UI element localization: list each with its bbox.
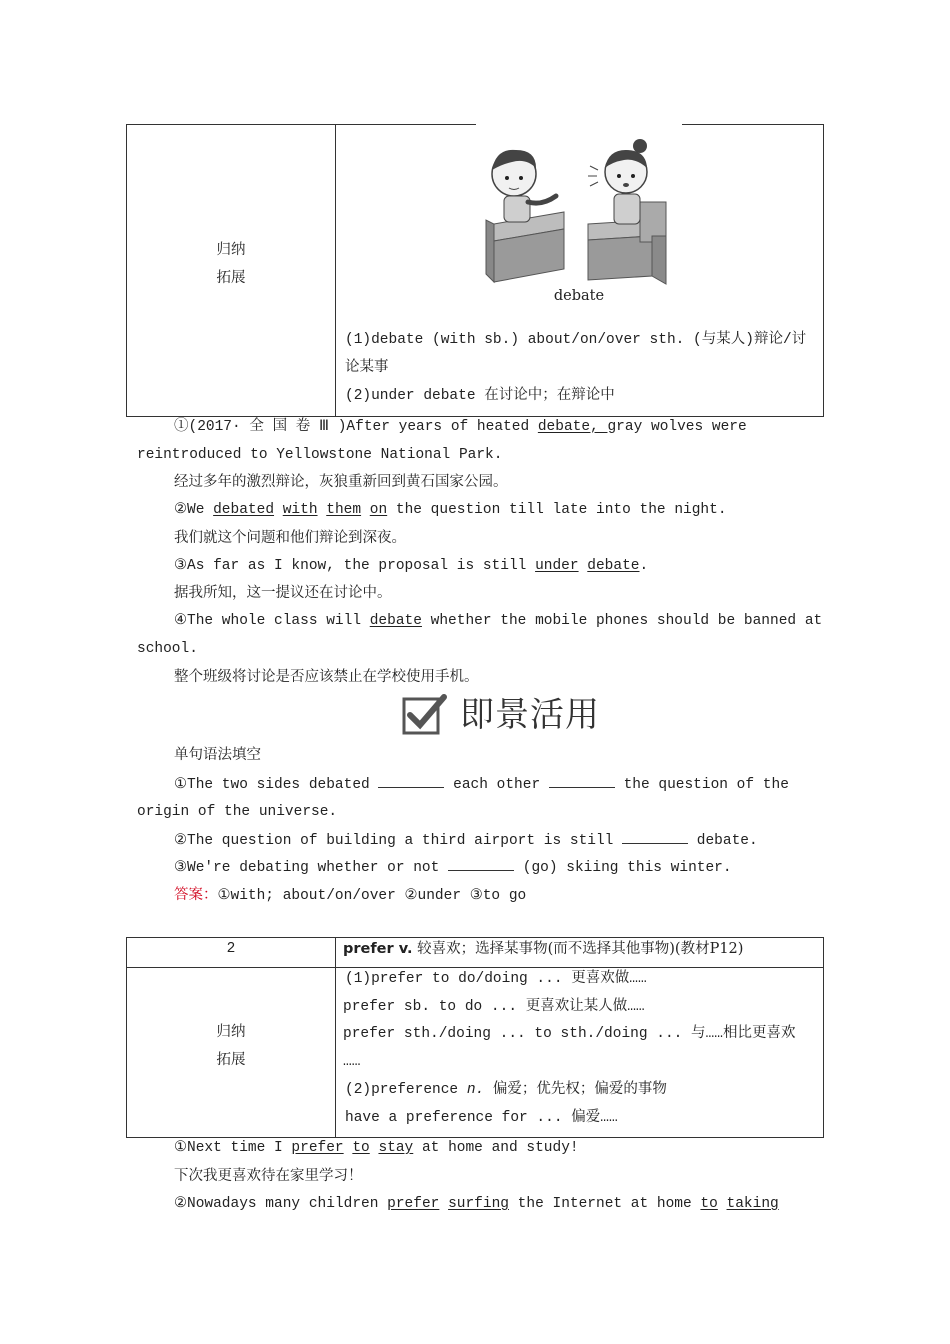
- prefer-example-1: ①Next time I prefer to stay at home and study!: [174, 1140, 579, 1156]
- table2-line-3: prefer sth./doing ... to sth./doing ... 与……相比更喜欢: [343, 1026, 796, 1042]
- label-line-2: 拓展: [216, 270, 246, 286]
- entry-number: 2: [226, 941, 236, 957]
- label-line-1: 归纳: [216, 242, 246, 258]
- prefer-example-2: ②Nowadays many children prefer surfing the Internet at home to taking: [174, 1196, 779, 1212]
- blank-4[interactable]: [448, 858, 514, 871]
- example-2: ②We debated with them on the question till late into the night.: [174, 502, 727, 518]
- exercise-title: 单句语法填空: [174, 747, 261, 763]
- answer-text: ①with; about/on/over ②under ③to go: [217, 888, 527, 904]
- table2-line-2: prefer sb. to do ... 更喜欢让某人做……: [343, 999, 645, 1015]
- question-2: ②The question of building a third airport is still debate.: [174, 833, 758, 849]
- blank-1[interactable]: [378, 775, 444, 788]
- answer-label: 答案：: [174, 887, 218, 903]
- label-line-1: 归纳: [216, 1024, 246, 1040]
- example-1-translation: 经过多年的激烈辩论，灰狼重新回到黄石国家公园。: [174, 474, 508, 490]
- example-4-translation: 整个班级将讨论是否应该禁止在学校使用手机。: [174, 669, 479, 685]
- table-divider: [335, 124, 336, 417]
- table-label-cell: [127, 236, 335, 292]
- table2-line-1: (1)prefer to do/doing ... 更喜欢做……: [345, 971, 647, 987]
- blank-3[interactable]: [622, 831, 688, 844]
- label-line-2: 拓展: [216, 1052, 246, 1068]
- table2-label-cell: [127, 1018, 335, 1074]
- question-1-line-2: origin of the universe.: [137, 804, 338, 820]
- table-line-1: (1)debate (with sb.) about/on/over sth. (与某人)辩论/讨: [345, 332, 807, 348]
- example-2-translation: 我们就这个问题和他们辩论到深夜。: [174, 530, 406, 546]
- question-3: ③We're debating whether or not (go) skiing this winter.: [174, 860, 732, 876]
- table2-line-5: (2)preference n. 偏爱；优先权；偏爱的事物: [345, 1082, 667, 1098]
- table-line-2: 论某事: [345, 360, 389, 376]
- question-1: ①The two sides debated each other the question of the: [174, 777, 789, 793]
- answer-line: [174, 886, 526, 905]
- table-line-3: (2)under debate 在讨论中；在辩论中: [345, 388, 615, 404]
- example-4-line-2: school.: [137, 641, 198, 657]
- debate-illustration: [476, 124, 682, 320]
- example-1-line-2: reintroduced to Yellowstone National Park.: [137, 447, 503, 463]
- table2-line-6: have a preference for ... 偏爱……: [345, 1110, 618, 1126]
- checkbox-icon: [402, 693, 448, 735]
- example-1: ①(2017· 全 国 卷 Ⅲ )After years of heated debate, gray wolves were: [174, 419, 747, 435]
- section-heading: 即景活用: [460, 695, 600, 735]
- example-4: ④The whole class will debate whether the mobile phones should be banned at: [174, 613, 823, 629]
- headword: prefer v.: [343, 941, 413, 957]
- example-3-translation: 据我所知，这一提议还在讨论中。: [174, 585, 392, 601]
- table2-row-divider: [126, 967, 824, 968]
- table2-line-4: ……: [343, 1054, 361, 1070]
- prefer-example-1-translation: 下次我更喜欢待在家里学习！: [174, 1168, 363, 1184]
- entry-headword: prefer v. 较喜欢；选择某事物(而不选择其他事物)(教材P12): [343, 941, 744, 957]
- example-3: ③As far as I know, the proposal is still under debate.: [174, 558, 649, 574]
- blank-2[interactable]: [549, 775, 615, 788]
- figure-caption: debate: [553, 288, 605, 304]
